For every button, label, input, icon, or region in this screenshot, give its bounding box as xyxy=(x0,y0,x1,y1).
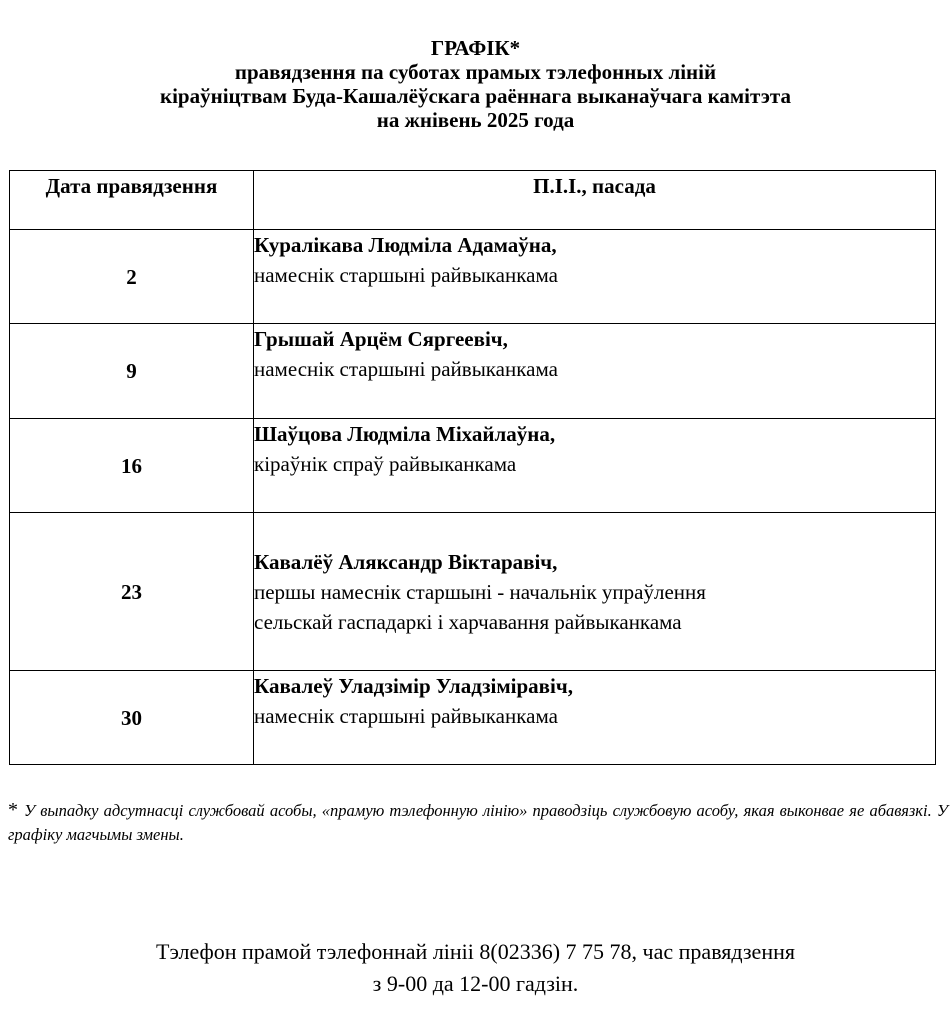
document-title: ГРАФІК* xyxy=(430,36,521,60)
person-name: Куралікава Людміла Адамаўна, xyxy=(254,233,557,257)
contact-line-1: Тэлефон прамой тэлефоннай лініі 8(02336) 7 75 78, час правядзення xyxy=(156,939,795,964)
date-cell: 16 xyxy=(10,419,254,513)
table-row xyxy=(10,671,936,765)
date-cell: 9 xyxy=(10,324,254,419)
document-subtitle-line-3: на жнівень 2025 года xyxy=(376,108,575,132)
column-header-date: Дата правядзення xyxy=(10,171,254,230)
person-position: кіраўнік спраў райвыканкама xyxy=(254,452,517,476)
person-name: Кавалеў Уладзімір Уладзіміравіч, xyxy=(254,674,573,698)
person-cell xyxy=(254,419,936,513)
footnote-text: У выпадку адсутнасці службовай асобы, «прамую тэлефонную лінію» праводзіць службовую асобу, якая выконвае яе абавязкі. У графіку магчымы змены. xyxy=(8,801,948,844)
contact-line-2: з 9-00 да 12-00 гадзін. xyxy=(372,971,579,996)
document-subtitle-line-2: кіраўніцтвам Буда-Кашалёўскага раённага выканаўчага камітэта xyxy=(159,84,791,108)
person-cell xyxy=(254,671,936,765)
date-cell: 30 xyxy=(10,671,254,765)
person-position: намеснік старшыні райвыканкама xyxy=(254,357,558,381)
date-cell: 2 xyxy=(10,230,254,324)
person-position: намеснік старшыні райвыканкама xyxy=(254,704,558,728)
person-position: першы намеснік старшыні - начальнік упраўлення сельскай гаспадаркі і харчавання райвыканкама xyxy=(254,579,706,634)
person-cell xyxy=(254,324,936,419)
person-name: Кавалёў Аляксандр Віктаравіч, xyxy=(254,549,558,574)
person-name: Грышай Арцём Сяргеевіч, xyxy=(254,327,508,351)
person-cell xyxy=(254,513,936,671)
column-header-person: П.І.І., пасада xyxy=(254,171,936,230)
footnote-marker: * xyxy=(8,799,18,821)
table-row xyxy=(10,419,936,513)
table-header-row xyxy=(10,171,936,230)
table-row xyxy=(10,230,936,324)
table-row xyxy=(10,513,936,671)
table-row xyxy=(10,324,936,419)
document-subtitle-line-1: правядзення па суботах прамых тэлефонных ліній xyxy=(234,60,717,84)
document-header xyxy=(0,36,951,132)
person-name: Шаўцова Людміла Міхайлаўна, xyxy=(254,422,556,446)
date-cell: 23 xyxy=(10,513,254,671)
contact-info xyxy=(0,936,951,1000)
footnote xyxy=(8,798,948,847)
schedule-table xyxy=(9,170,936,765)
person-position: намеснік старшыні райвыканкама xyxy=(254,263,558,287)
person-cell xyxy=(254,230,936,324)
